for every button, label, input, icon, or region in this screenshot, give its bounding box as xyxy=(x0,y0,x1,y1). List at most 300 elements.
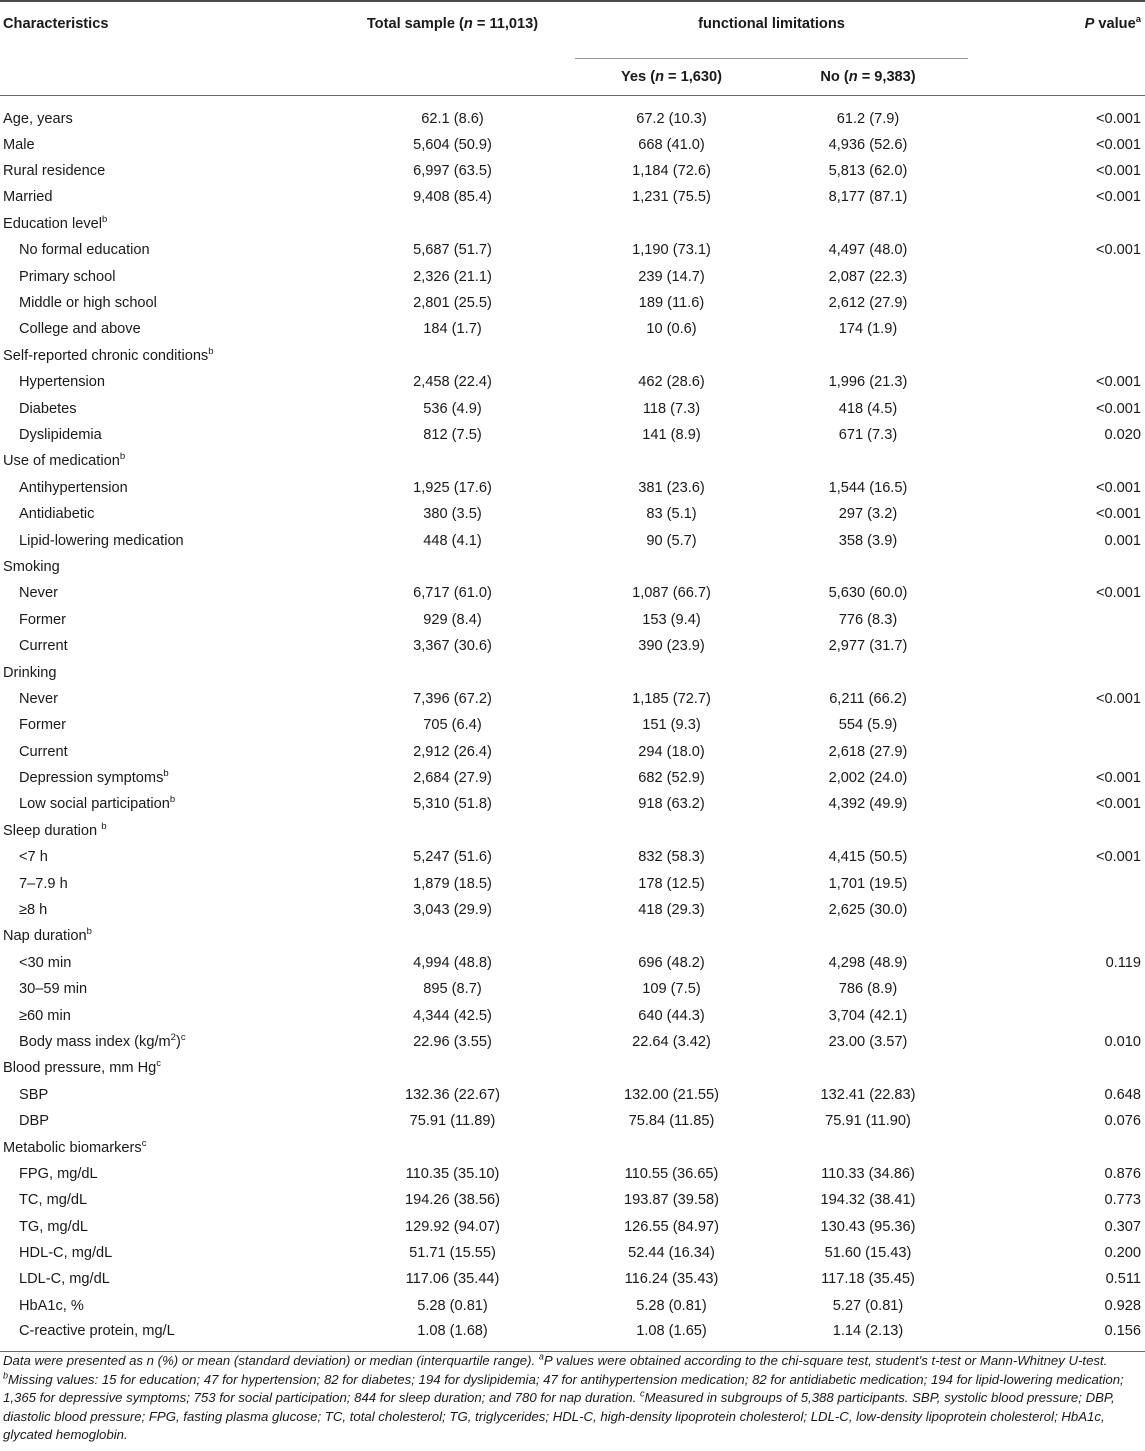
row-label-sup: c xyxy=(156,1058,162,1070)
table-row xyxy=(0,1029,1145,1055)
row-label-text: LDL-C, mg/dL xyxy=(19,1271,110,1288)
cell-no: 1,701 (19.5) xyxy=(828,875,908,892)
cell-no: 554 (5.9) xyxy=(838,717,898,734)
row-label xyxy=(0,343,330,369)
row-label-sup: c xyxy=(141,1137,147,1149)
cell-no xyxy=(768,923,968,949)
row-label xyxy=(0,1214,330,1240)
row-label xyxy=(0,211,330,237)
row-label-text: Antidiabetic xyxy=(19,506,95,523)
header-total-prefix: Total sample ( xyxy=(366,16,464,32)
cell-no: 2,977 (31.7) xyxy=(828,638,908,655)
cell-total xyxy=(330,1055,575,1081)
row-label-text: Blood pressure, mm Hg xyxy=(3,1060,157,1077)
cell-total: 132.36 (22.67) xyxy=(405,1086,500,1103)
cell-p-value xyxy=(968,1002,1145,1028)
cell-total: 2,458 (22.4) xyxy=(413,374,492,391)
cell-no: 2,625 (30.0) xyxy=(828,902,908,919)
row-label xyxy=(0,580,330,606)
header-characteristics-text: Characteristics xyxy=(3,16,109,32)
cell-total: 117.06 (35.44) xyxy=(405,1271,500,1288)
table-row xyxy=(0,1266,1145,1292)
cell-no: 130.43 (95.36) xyxy=(820,1218,916,1235)
row-label-sup: b xyxy=(101,214,108,225)
header-p-value xyxy=(968,1,1145,59)
cell-no: 117.18 (35.45) xyxy=(821,1271,915,1288)
row-label xyxy=(0,237,330,263)
cell-no: 4,392 (49.9) xyxy=(828,796,908,813)
row-label-sup: b xyxy=(119,451,126,463)
cell-total: 2,326 (21.1) xyxy=(413,268,492,285)
cell-yes: 189 (11.6) xyxy=(638,295,705,312)
cell-yes xyxy=(575,1134,768,1160)
row-label-sup: b xyxy=(86,926,92,938)
cell-yes: 83 (5.1) xyxy=(646,506,697,523)
row-label-text: Male xyxy=(3,136,35,153)
cell-p-value: 0.020 xyxy=(1104,426,1141,443)
row-label-text: Former xyxy=(19,717,67,734)
cell-yes: 118 (7.3) xyxy=(642,400,701,417)
header-total-n: n xyxy=(463,16,473,32)
row-label xyxy=(0,1134,330,1160)
cell-p-value xyxy=(968,1055,1145,1081)
footnote-sup-a: a xyxy=(538,1351,544,1362)
cell-no: 418 (4.5) xyxy=(838,400,898,417)
row-label xyxy=(0,1029,330,1055)
table-row xyxy=(0,1187,1145,1213)
row-label xyxy=(0,475,330,501)
table-header xyxy=(0,1,1145,96)
cell-total xyxy=(330,1134,575,1160)
cell-p-value: 0.076 xyxy=(1104,1113,1141,1130)
cell-total: 7,396 (67.2) xyxy=(413,690,492,707)
table-row xyxy=(0,211,1145,237)
table-row xyxy=(0,158,1145,184)
table-row xyxy=(0,1161,1145,1187)
row-label-sup: b xyxy=(101,820,107,832)
row-label-text: Sleep duration xyxy=(3,822,102,839)
cell-no: 6,211 (66.2) xyxy=(829,690,907,707)
cell-yes: 5.28 (0.81) xyxy=(636,1297,707,1314)
cell-total: 75.91 (11.89) xyxy=(409,1113,496,1130)
cell-p-value xyxy=(968,897,1145,923)
header-characteristics xyxy=(0,1,330,59)
cell-p-value xyxy=(968,448,1145,474)
table-row xyxy=(0,422,1145,448)
cell-total: 2,801 (25.5) xyxy=(413,295,492,312)
header-p-label: P xyxy=(1084,16,1095,32)
table-row xyxy=(0,290,1145,316)
cell-yes xyxy=(575,448,768,474)
cell-p-value xyxy=(968,343,1145,369)
row-label-text: College and above xyxy=(19,321,141,338)
cell-p-value: 0.773 xyxy=(1104,1192,1141,1209)
row-label xyxy=(0,765,330,791)
cell-no: 132.41 (22.83) xyxy=(820,1086,916,1103)
cell-total xyxy=(330,923,575,949)
cell-yes xyxy=(575,343,768,369)
table-row xyxy=(0,475,1145,501)
cell-total: 536 (4.9) xyxy=(423,400,482,417)
table-row xyxy=(0,844,1145,870)
cell-total: 1.08 (1.68) xyxy=(330,1319,575,1351)
row-label xyxy=(0,369,330,395)
row-label-sup: b xyxy=(208,345,214,357)
table-row xyxy=(0,343,1145,369)
cell-no: 671 (7.3) xyxy=(838,426,898,443)
cell-p-value xyxy=(968,923,1145,949)
row-label xyxy=(0,554,330,580)
cell-no xyxy=(768,448,968,474)
table-row xyxy=(0,1293,1145,1319)
cell-total: 3,367 (30.6) xyxy=(413,638,492,655)
cell-no: 3,704 (42.1) xyxy=(828,1007,908,1024)
header-yes-n: n xyxy=(655,69,664,85)
table-row xyxy=(0,738,1145,764)
table-row xyxy=(0,950,1145,976)
cell-p-value: <0.001 xyxy=(1095,479,1141,496)
header-no-prefix: No ( xyxy=(820,69,849,85)
cell-p-value: 0.876 xyxy=(1104,1165,1141,1182)
cell-no: 5,813 (62.0) xyxy=(828,163,908,180)
header-p-suffix: value xyxy=(1094,16,1136,32)
cell-yes: 153 (9.4) xyxy=(642,611,701,628)
table-row xyxy=(0,607,1145,633)
footnote-s1: Data were presented as n (%) or mean (standard deviation) or median (interquartile range). xyxy=(3,1353,539,1368)
table-row xyxy=(0,633,1145,659)
cell-no: 2,612 (27.9) xyxy=(828,295,908,312)
cell-no: 174 (1.9) xyxy=(838,321,898,338)
cell-no: 4,415 (50.5) xyxy=(828,849,908,866)
row-label xyxy=(0,263,330,289)
cell-total xyxy=(330,448,575,474)
cell-yes: 682 (52.9) xyxy=(638,770,705,787)
cell-yes: 22.64 (3.42) xyxy=(632,1033,711,1050)
row-label-text: Rural residence xyxy=(3,163,106,180)
cell-p-value: <0.001 xyxy=(1095,189,1141,206)
row-label-text: Hypertension xyxy=(19,374,105,391)
cell-no xyxy=(768,1055,968,1081)
table-row xyxy=(0,580,1145,606)
cell-p-value: 0.001 xyxy=(1104,532,1141,549)
table-row xyxy=(0,132,1145,158)
footnote-s2: P values were obtained according to the chi-square test, student's t-test or Mann-Whitney U-test. xyxy=(543,1353,1108,1368)
cell-yes xyxy=(575,554,768,580)
cell-p-value: 0.200 xyxy=(1104,1245,1141,1262)
table-row xyxy=(0,237,1145,263)
table-row xyxy=(0,818,1145,844)
cell-yes: 390 (23.9) xyxy=(638,638,705,655)
footnote-s4: Measured in subgroups of 5,388 participants. SBP, systolic blood pressure; DBP, diastolic blood pressure; FPG, fasting plasma glucose; TC, total cholesterol; TG, triglycerides; HDL-C, high-density lipoprotein cholesterol; LDL-C, low-density lipoprotein cholesterol; HbA1c, glycated hemoglobin. xyxy=(3,1390,1115,1442)
cell-p-value: <0.001 xyxy=(1095,136,1141,153)
cell-no xyxy=(768,659,968,685)
row-label-text: 7–7.9 h xyxy=(19,875,68,892)
cell-total xyxy=(330,818,575,844)
row-label-text: Current xyxy=(19,743,68,760)
cell-total xyxy=(330,343,575,369)
row-label-text: <7 h xyxy=(19,849,48,866)
cell-yes: 1,184 (72.6) xyxy=(632,163,711,180)
row-label-text: Depression symptoms xyxy=(19,770,164,787)
header-total-suffix: = 11,013) xyxy=(472,16,539,32)
row-label-text: TG, mg/dL xyxy=(19,1218,88,1235)
cell-p-value: <0.001 xyxy=(1095,585,1141,602)
row-label-text: C-reactive protein, mg/L xyxy=(19,1322,175,1339)
cell-no: 194.32 (38.41) xyxy=(820,1192,916,1209)
cell-yes: 116.24 (35.43) xyxy=(624,1271,719,1288)
cell-yes xyxy=(575,211,768,237)
row-label xyxy=(0,527,330,553)
cell-yes: 696 (48.2) xyxy=(638,954,705,971)
header-blank-3 xyxy=(968,59,1145,96)
cell-yes: 109 (7.5) xyxy=(642,981,701,998)
table-row xyxy=(0,765,1145,791)
table-row xyxy=(0,263,1145,289)
table-row xyxy=(0,1240,1145,1266)
cell-no: 4,298 (48.9) xyxy=(828,954,908,971)
table-footnote xyxy=(3,1352,1141,1445)
cell-yes: 10 (0.6) xyxy=(646,321,697,338)
cell-yes: 1,087 (66.7) xyxy=(632,585,711,602)
cell-no: 4,497 (48.0) xyxy=(828,242,908,259)
row-label-text: Never xyxy=(19,690,58,707)
cell-total: 6,717 (61.0) xyxy=(413,585,492,602)
cell-total: 5,310 (51.8) xyxy=(413,796,492,813)
header-no-n: n xyxy=(848,69,858,85)
header-blank-1 xyxy=(0,59,330,96)
header-yes-suffix: = 1,630) xyxy=(663,69,722,85)
row-label xyxy=(0,1108,330,1134)
row-label xyxy=(0,1293,330,1319)
row-label xyxy=(0,607,330,633)
row-label-text: ≥60 min xyxy=(19,1007,71,1024)
row-label xyxy=(0,290,330,316)
cell-no xyxy=(768,1134,968,1160)
cell-total: 110.35 (35.10) xyxy=(405,1165,500,1182)
row-label xyxy=(0,976,330,1002)
table-row xyxy=(0,369,1145,395)
cell-total: 5,604 (50.9) xyxy=(413,136,492,153)
cell-yes: 294 (18.0) xyxy=(638,743,705,760)
row-label xyxy=(0,422,330,448)
cell-p-value: <0.001 xyxy=(1095,506,1141,523)
cell-total: 812 (7.5) xyxy=(423,426,482,443)
cell-no: 5,630 (60.0) xyxy=(828,585,908,602)
cell-no xyxy=(768,211,968,237)
cell-yes: 239 (14.7) xyxy=(638,268,705,285)
cell-no: 358 (3.9) xyxy=(838,532,898,549)
cell-total: 3,043 (29.9) xyxy=(413,902,492,919)
row-label xyxy=(0,395,330,421)
cell-no: 776 (8.3) xyxy=(838,611,898,628)
cell-yes: 151 (9.3) xyxy=(642,717,701,734)
table-row xyxy=(0,923,1145,949)
cell-total: 6,997 (63.5) xyxy=(413,163,492,180)
row-label xyxy=(0,1266,330,1292)
cell-p-value xyxy=(968,554,1145,580)
cell-no: 1.14 (2.13) xyxy=(768,1319,968,1351)
cell-no xyxy=(768,818,968,844)
cell-no: 4,936 (52.6) xyxy=(828,136,908,153)
cell-yes: 52.44 (16.34) xyxy=(628,1245,715,1262)
cell-yes: 668 (41.0) xyxy=(638,136,705,153)
cell-no: 8,177 (87.1) xyxy=(828,189,908,206)
cell-p-value: <0.001 xyxy=(1095,400,1141,417)
row-label-text: Antihypertension xyxy=(19,479,128,496)
header-no xyxy=(768,59,968,96)
cell-yes: 132.00 (21.55) xyxy=(624,1086,719,1103)
row-label xyxy=(0,923,330,949)
cell-p-value xyxy=(968,633,1145,659)
table-row xyxy=(0,527,1145,553)
header-total-sample xyxy=(330,1,575,59)
cell-yes xyxy=(575,923,768,949)
row-label-text: ≥8 h xyxy=(19,902,48,919)
cell-yes: 141 (8.9) xyxy=(642,426,701,443)
table-row xyxy=(0,395,1145,421)
cell-p-value xyxy=(968,712,1145,738)
cell-p-value: 0.928 xyxy=(1104,1297,1141,1314)
table-row xyxy=(0,1082,1145,1108)
row-label-text: HbA1c, % xyxy=(19,1297,84,1314)
row-label xyxy=(0,738,330,764)
table-row xyxy=(0,96,1145,132)
table-row xyxy=(0,1002,1145,1028)
footnote-sup-b: b xyxy=(3,1370,9,1381)
table-row xyxy=(0,554,1145,580)
row-label-text: 30–59 min xyxy=(19,981,88,998)
cell-total: 129.92 (94.07) xyxy=(405,1218,500,1235)
row-label xyxy=(0,96,330,132)
row-label xyxy=(0,791,330,817)
table-row xyxy=(0,897,1145,923)
row-label-text: Metabolic biomarkers xyxy=(3,1139,142,1156)
row-label xyxy=(0,897,330,923)
row-label xyxy=(0,1082,330,1108)
cell-total xyxy=(330,211,575,237)
cell-yes: 110.55 (36.65) xyxy=(624,1165,719,1182)
row-label-sup: b xyxy=(169,794,176,806)
row-label-text: Diabetes xyxy=(19,400,77,417)
row-label xyxy=(0,501,330,527)
row-label-text: Primary school xyxy=(19,268,116,285)
row-label xyxy=(0,818,330,844)
row-label-text: Use of medication xyxy=(3,453,120,470)
cell-total: 4,994 (48.8) xyxy=(413,954,492,971)
row-label xyxy=(0,686,330,712)
cell-total: 448 (4.1) xyxy=(423,532,482,549)
cell-total: 1,925 (17.6) xyxy=(413,479,492,496)
row-label-text: Education level xyxy=(3,215,102,232)
cell-no: 2,002 (24.0) xyxy=(828,770,908,787)
cell-p-value xyxy=(968,818,1145,844)
cell-no xyxy=(768,554,968,580)
cell-p-value: <0.001 xyxy=(1095,796,1141,813)
cell-p-value xyxy=(968,607,1145,633)
row-label-text: Current xyxy=(19,638,68,655)
cell-yes xyxy=(575,818,768,844)
cell-p-value xyxy=(968,290,1145,316)
cell-total: 2,912 (26.4) xyxy=(413,743,492,760)
row-label-text: FPG, mg/dL xyxy=(19,1165,98,1182)
cell-total xyxy=(330,659,575,685)
table-row xyxy=(0,501,1145,527)
row-label xyxy=(0,1187,330,1213)
row-label-text: Dyslipidemia xyxy=(19,426,102,443)
cell-p-value: <0.001 xyxy=(1095,770,1141,787)
cell-p-value: 0.010 xyxy=(1104,1033,1141,1050)
cell-no: 297 (3.2) xyxy=(838,506,898,523)
row-label-text: TC, mg/dL xyxy=(19,1192,88,1209)
footnote-s3: Missing values: 15 for education; 47 for hypertension; 82 for diabetes; 194 for dyslipidemia; 47 for antihypertension medication; 82 for antidiabetic medication; 194 for lipid-lowering medication; 1,365 for depressive symptoms; 753 for social participation; 844 for sleep duration; and 780 for nap duration. xyxy=(3,1371,1124,1405)
table-row xyxy=(0,712,1145,738)
header-blank-2 xyxy=(330,59,575,96)
row-label xyxy=(0,1319,330,1351)
table-row xyxy=(0,870,1145,896)
cell-p-value xyxy=(968,659,1145,685)
cell-total: 2,684 (27.9) xyxy=(413,770,492,787)
cell-p-value: <0.001 xyxy=(1095,690,1141,707)
cell-no: 75.91 (11.90) xyxy=(825,1113,911,1130)
table-row xyxy=(0,1319,1145,1351)
row-label xyxy=(0,132,330,158)
cell-yes: 126.55 (84.97) xyxy=(624,1218,719,1235)
row-label-text: No formal education xyxy=(19,242,150,259)
cell-p-value xyxy=(968,870,1145,896)
cell-total: 22.96 (3.55) xyxy=(413,1033,492,1050)
row-label-text: Middle or high school xyxy=(19,295,157,312)
table-row xyxy=(0,1055,1145,1081)
cell-yes: 193.87 (39.58) xyxy=(624,1192,719,1209)
row-label xyxy=(0,950,330,976)
row-label-text: DBP xyxy=(19,1113,50,1130)
row-label xyxy=(0,633,330,659)
cell-yes: 1,231 (75.5) xyxy=(632,189,711,206)
cell-no: 23.00 (3.57) xyxy=(828,1033,908,1050)
table-row xyxy=(0,791,1145,817)
cell-no: 110.33 (34.86) xyxy=(821,1165,915,1182)
cell-p-value: 0.307 xyxy=(1104,1218,1141,1235)
header-group-title: functional limitations xyxy=(698,16,845,32)
cell-yes: 1,190 (73.1) xyxy=(632,242,711,259)
cell-p-value: <0.001 xyxy=(1095,163,1141,180)
cell-total: 1,879 (18.5) xyxy=(413,875,492,892)
cell-no: 1,996 (21.3) xyxy=(828,374,908,391)
row-label xyxy=(0,158,330,184)
row-label-inner-sup: 2 xyxy=(170,1032,176,1044)
row-label-text: <30 min xyxy=(19,954,72,971)
table-row xyxy=(0,1214,1145,1240)
header-no-suffix: = 9,383) xyxy=(857,69,916,85)
row-label xyxy=(0,1161,330,1187)
table-row xyxy=(0,316,1145,342)
cell-no: 5.27 (0.81) xyxy=(832,1297,904,1314)
row-label-text: Body mass index (kg/m xyxy=(19,1033,171,1050)
cell-total: 184 (1.7) xyxy=(423,321,482,338)
cell-no: 2,618 (27.9) xyxy=(828,743,908,760)
cell-yes: 1.08 (1.65) xyxy=(575,1319,768,1351)
cell-no: 1,544 (16.5) xyxy=(828,479,908,496)
cell-p-value: <0.001 xyxy=(1095,849,1141,866)
row-label-text: HDL-C, mg/dL xyxy=(19,1245,113,1262)
table-row xyxy=(0,976,1145,1002)
cell-total: 5,247 (51.6) xyxy=(413,849,492,866)
row-label xyxy=(0,659,330,685)
cell-p-value xyxy=(968,316,1145,342)
row-label xyxy=(0,844,330,870)
row-label-text: Never xyxy=(19,585,58,602)
cell-yes: 67.2 (10.3) xyxy=(636,110,707,127)
